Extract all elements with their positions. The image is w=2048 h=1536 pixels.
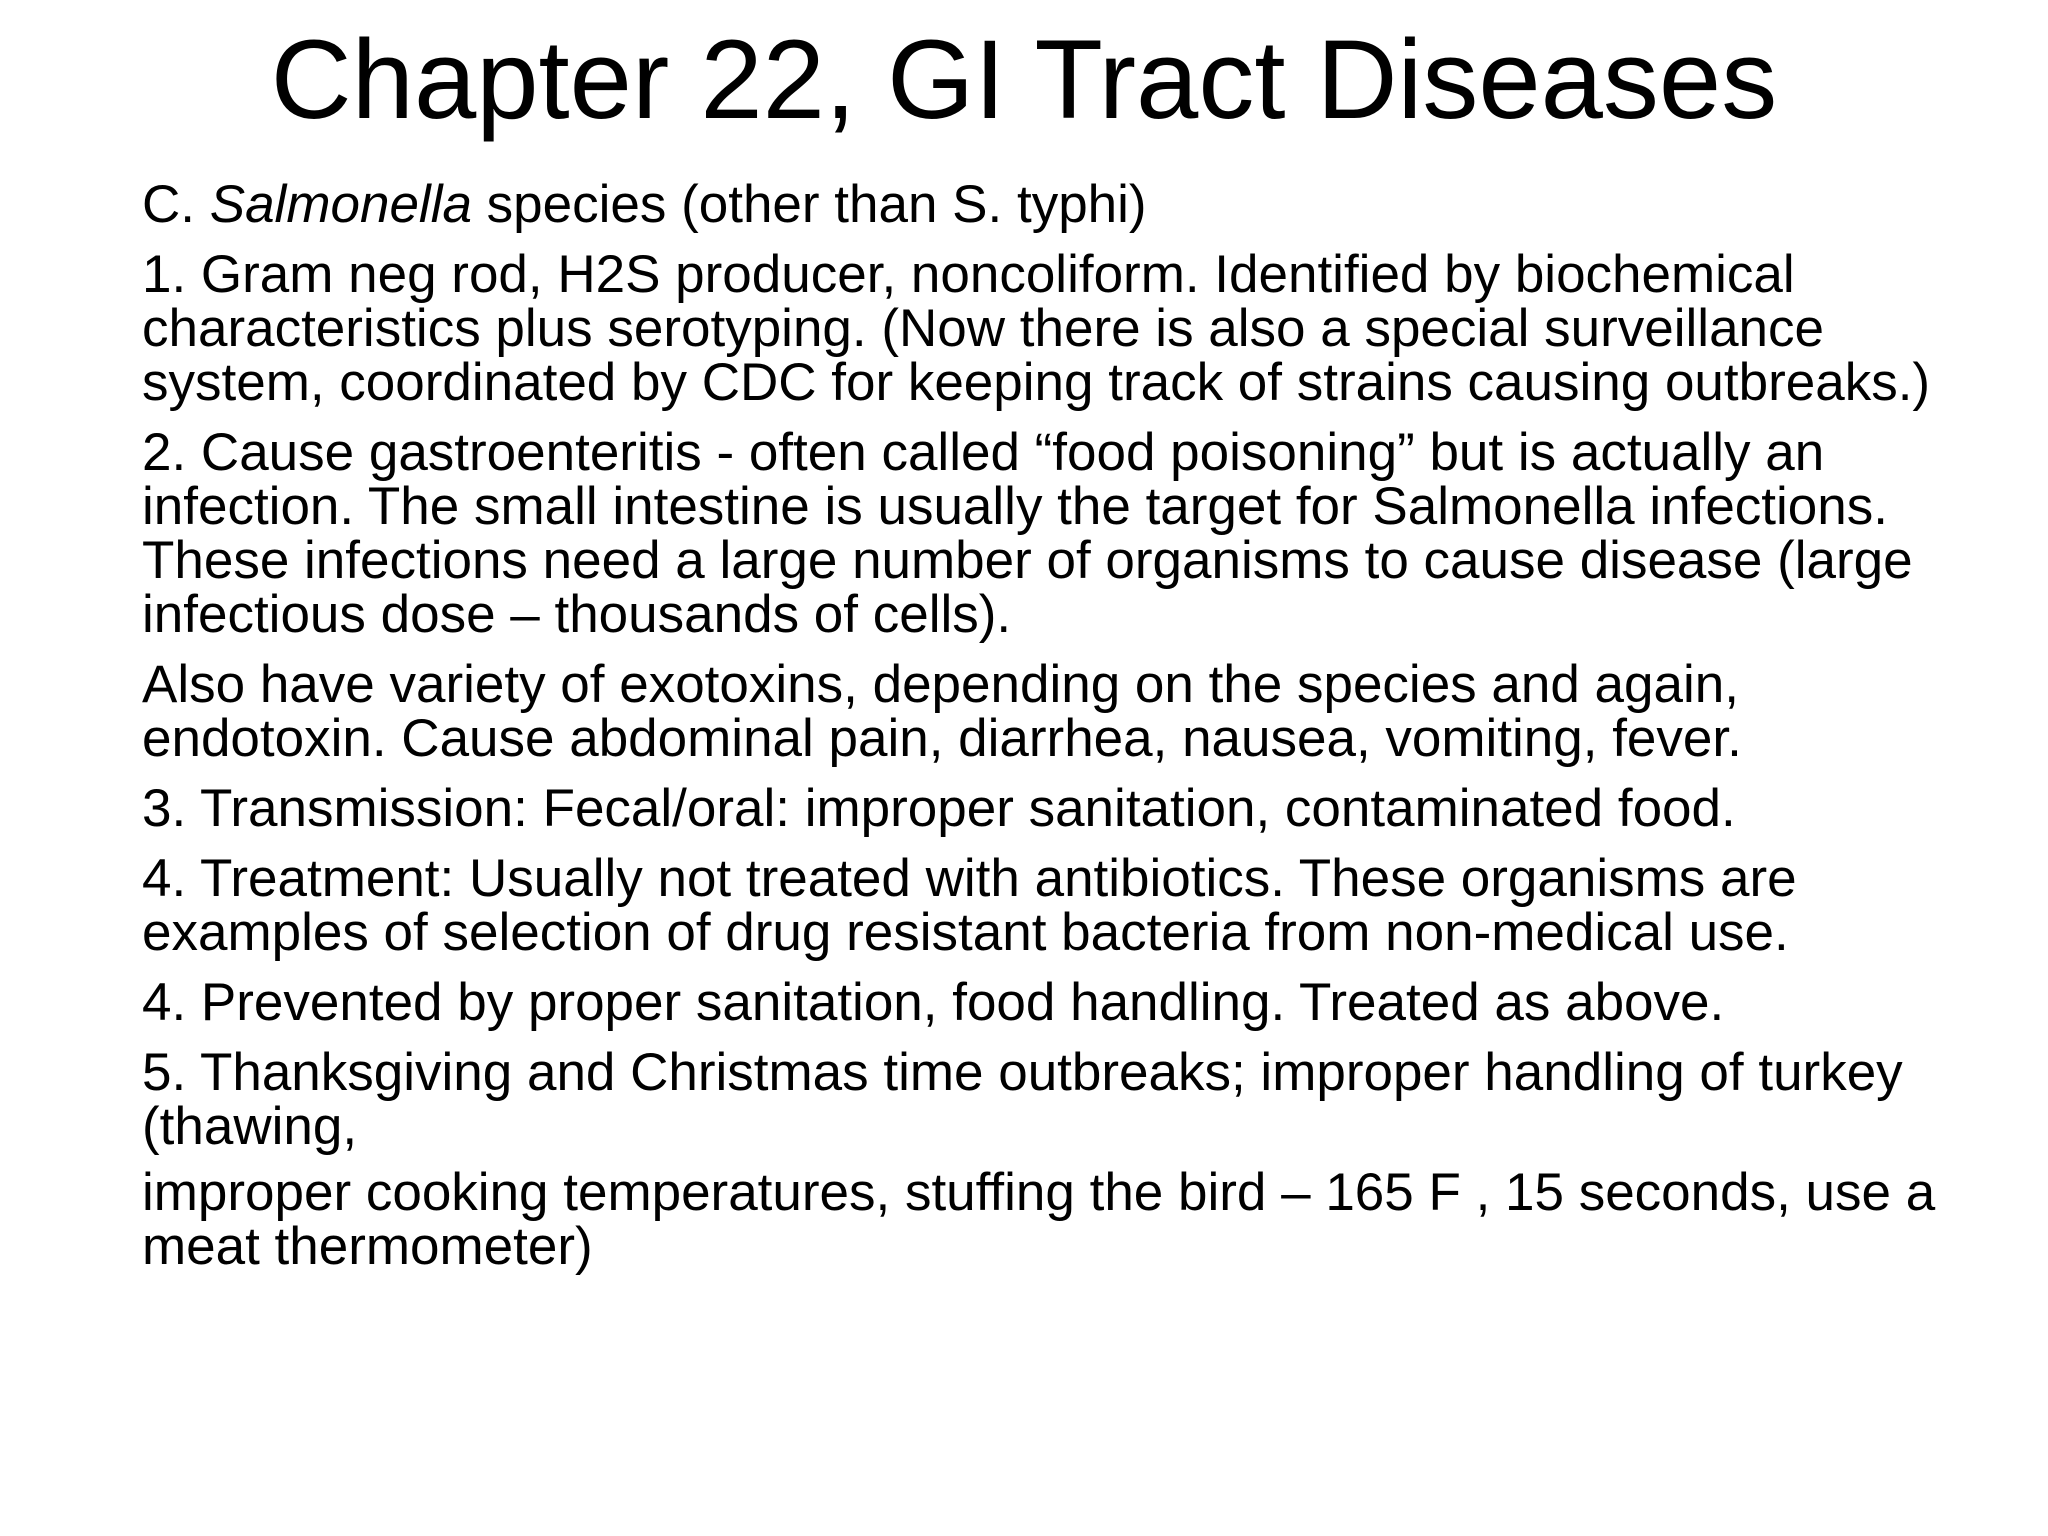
point-exotoxins: Also have variety of exotoxins, depending on the species and again, endotoxin. Cause abdominal pain, diarrhea, nausea, vomiting, fever. [142, 655, 1742, 768]
section-heading-genus: Salmonella [209, 175, 472, 234]
point-transmission: 3. Transmission: Fecal/oral: improper sanitation, contaminated food. [142, 779, 1736, 838]
section-heading [142, 175, 1972, 234]
point-identification: 1. Gram neg rod, H2S producer, noncoliform. Identified by biochemical characteristics plus serotyping. (Now there is also a special surveillance system, coordinated by CDC for keeping track of strains causing outbreaks.) [142, 245, 1931, 412]
slide-title: Chapter 22, GI Tract Diseases [270, 17, 1778, 142]
point-gastroenteritis: 2. Cause gastroenteritis - often called “food poisoning” but is actually an infection. The small intestine is usually the target for Salmonella infections. These infections need a large number of organisms to cause disease (large infectious dose – thousands of cells). [142, 423, 1913, 644]
point-cooking-temperatures: improper cooking temperatures, stuffing the bird – 165 F , 15 seconds, use a meat thermometer) [142, 1163, 1936, 1276]
section-heading-prefix: C. [142, 175, 210, 234]
slide-body [142, 175, 1972, 1290]
point-holiday-outbreaks: 5. Thanksgiving and Christmas time outbreaks; improper handling of turkey (thawing, [142, 1043, 1903, 1156]
section-heading-suffix: species (other than S. typhi) [471, 175, 1147, 234]
point-treatment: 4. Treatment: Usually not treated with antibiotics. These organisms are examples of selection of drug resistant bacteria from non-medical use. [142, 849, 1797, 962]
point-prevention: 4. Prevented by proper sanitation, food handling. Treated as above. [142, 973, 1725, 1032]
